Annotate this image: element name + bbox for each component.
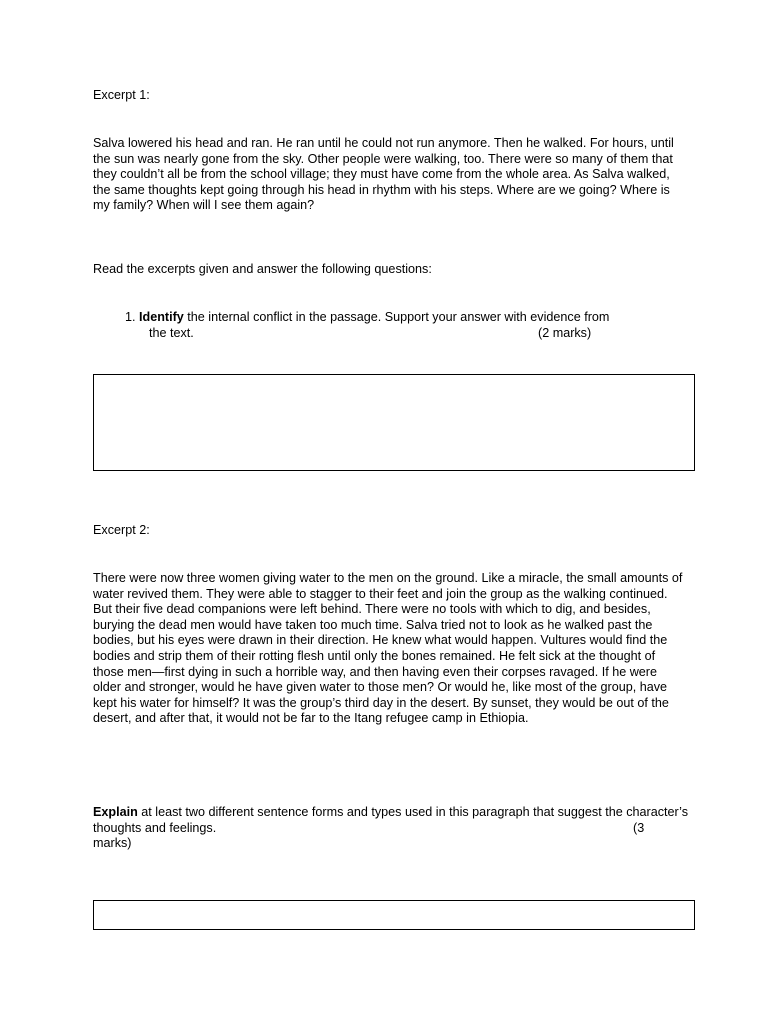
question-1-line1: the internal conflict in the passage. Support your answer with evidence from: [183, 310, 610, 324]
question-2-marks-tail: marks): [93, 836, 132, 851]
instruction-text: Read the excerpts given and answer the following questions:: [93, 262, 432, 276]
question-1-line2-row: [125, 326, 685, 342]
excerpt-2-heading: Excerpt 2:: [93, 523, 150, 537]
question-1-marks: (2 marks): [538, 325, 592, 340]
question-2-marks: (3: [633, 820, 645, 835]
answer-box-1[interactable]: [93, 374, 695, 471]
question-1-line2: the text.: [149, 325, 194, 340]
question-2: [93, 805, 693, 852]
excerpt-1-text: Salva lowered his head and ran. He ran until he could not run anymore. Then he walked. For hours, until the sun was nearly gone from the sky. Other people were walking, too. There were so many of them that they couldn’t all be from the school village; they must have come from the whole area. As Salva walked, the same thoughts kept going through his head in rhythm with his steps. Where are we going? Where is my family? When will I see them again?: [93, 136, 674, 213]
excerpt-2-text: There were now three women giving water to the men on the ground. Like a miracle, the small amounts of water revived them. They were able to stagger to their feet and join the group as the walking continued. But their five dead companions were left behind. There were no tools with which to dig, and besides, burying the dead men would have taken too much time. Salva tried not to look as he walked past the bodies, but his eyes were drawn in their direction. He knew what would happen. Vultures would find the bodies and strip them of their rotting flesh until only the bones remained. He felt sick at the thought of those men—first dying in such a horrible way, and then having even their corpses ravaged. If he were older and stronger, would he have given water to those men? Or would he, like most of the group, have kept his water for himself? It was the group’s third day in the desert. By sunset, they would be out of the desert, and after that, it would not be far to the Itang refugee camp in Ethiopia.: [93, 571, 683, 726]
answer-box-2[interactable]: [93, 900, 695, 930]
question-1: [125, 310, 685, 341]
question-1-number: 1.: [125, 310, 136, 324]
question-1-keyword: Identify: [139, 310, 184, 324]
question-2-keyword: Explain: [93, 805, 138, 819]
excerpt-1-heading: Excerpt 1:: [93, 88, 150, 102]
question-2-text: at least two different sentence forms and types used in this paragraph that suggest the character’s thoughts and feelings.: [93, 805, 689, 835]
